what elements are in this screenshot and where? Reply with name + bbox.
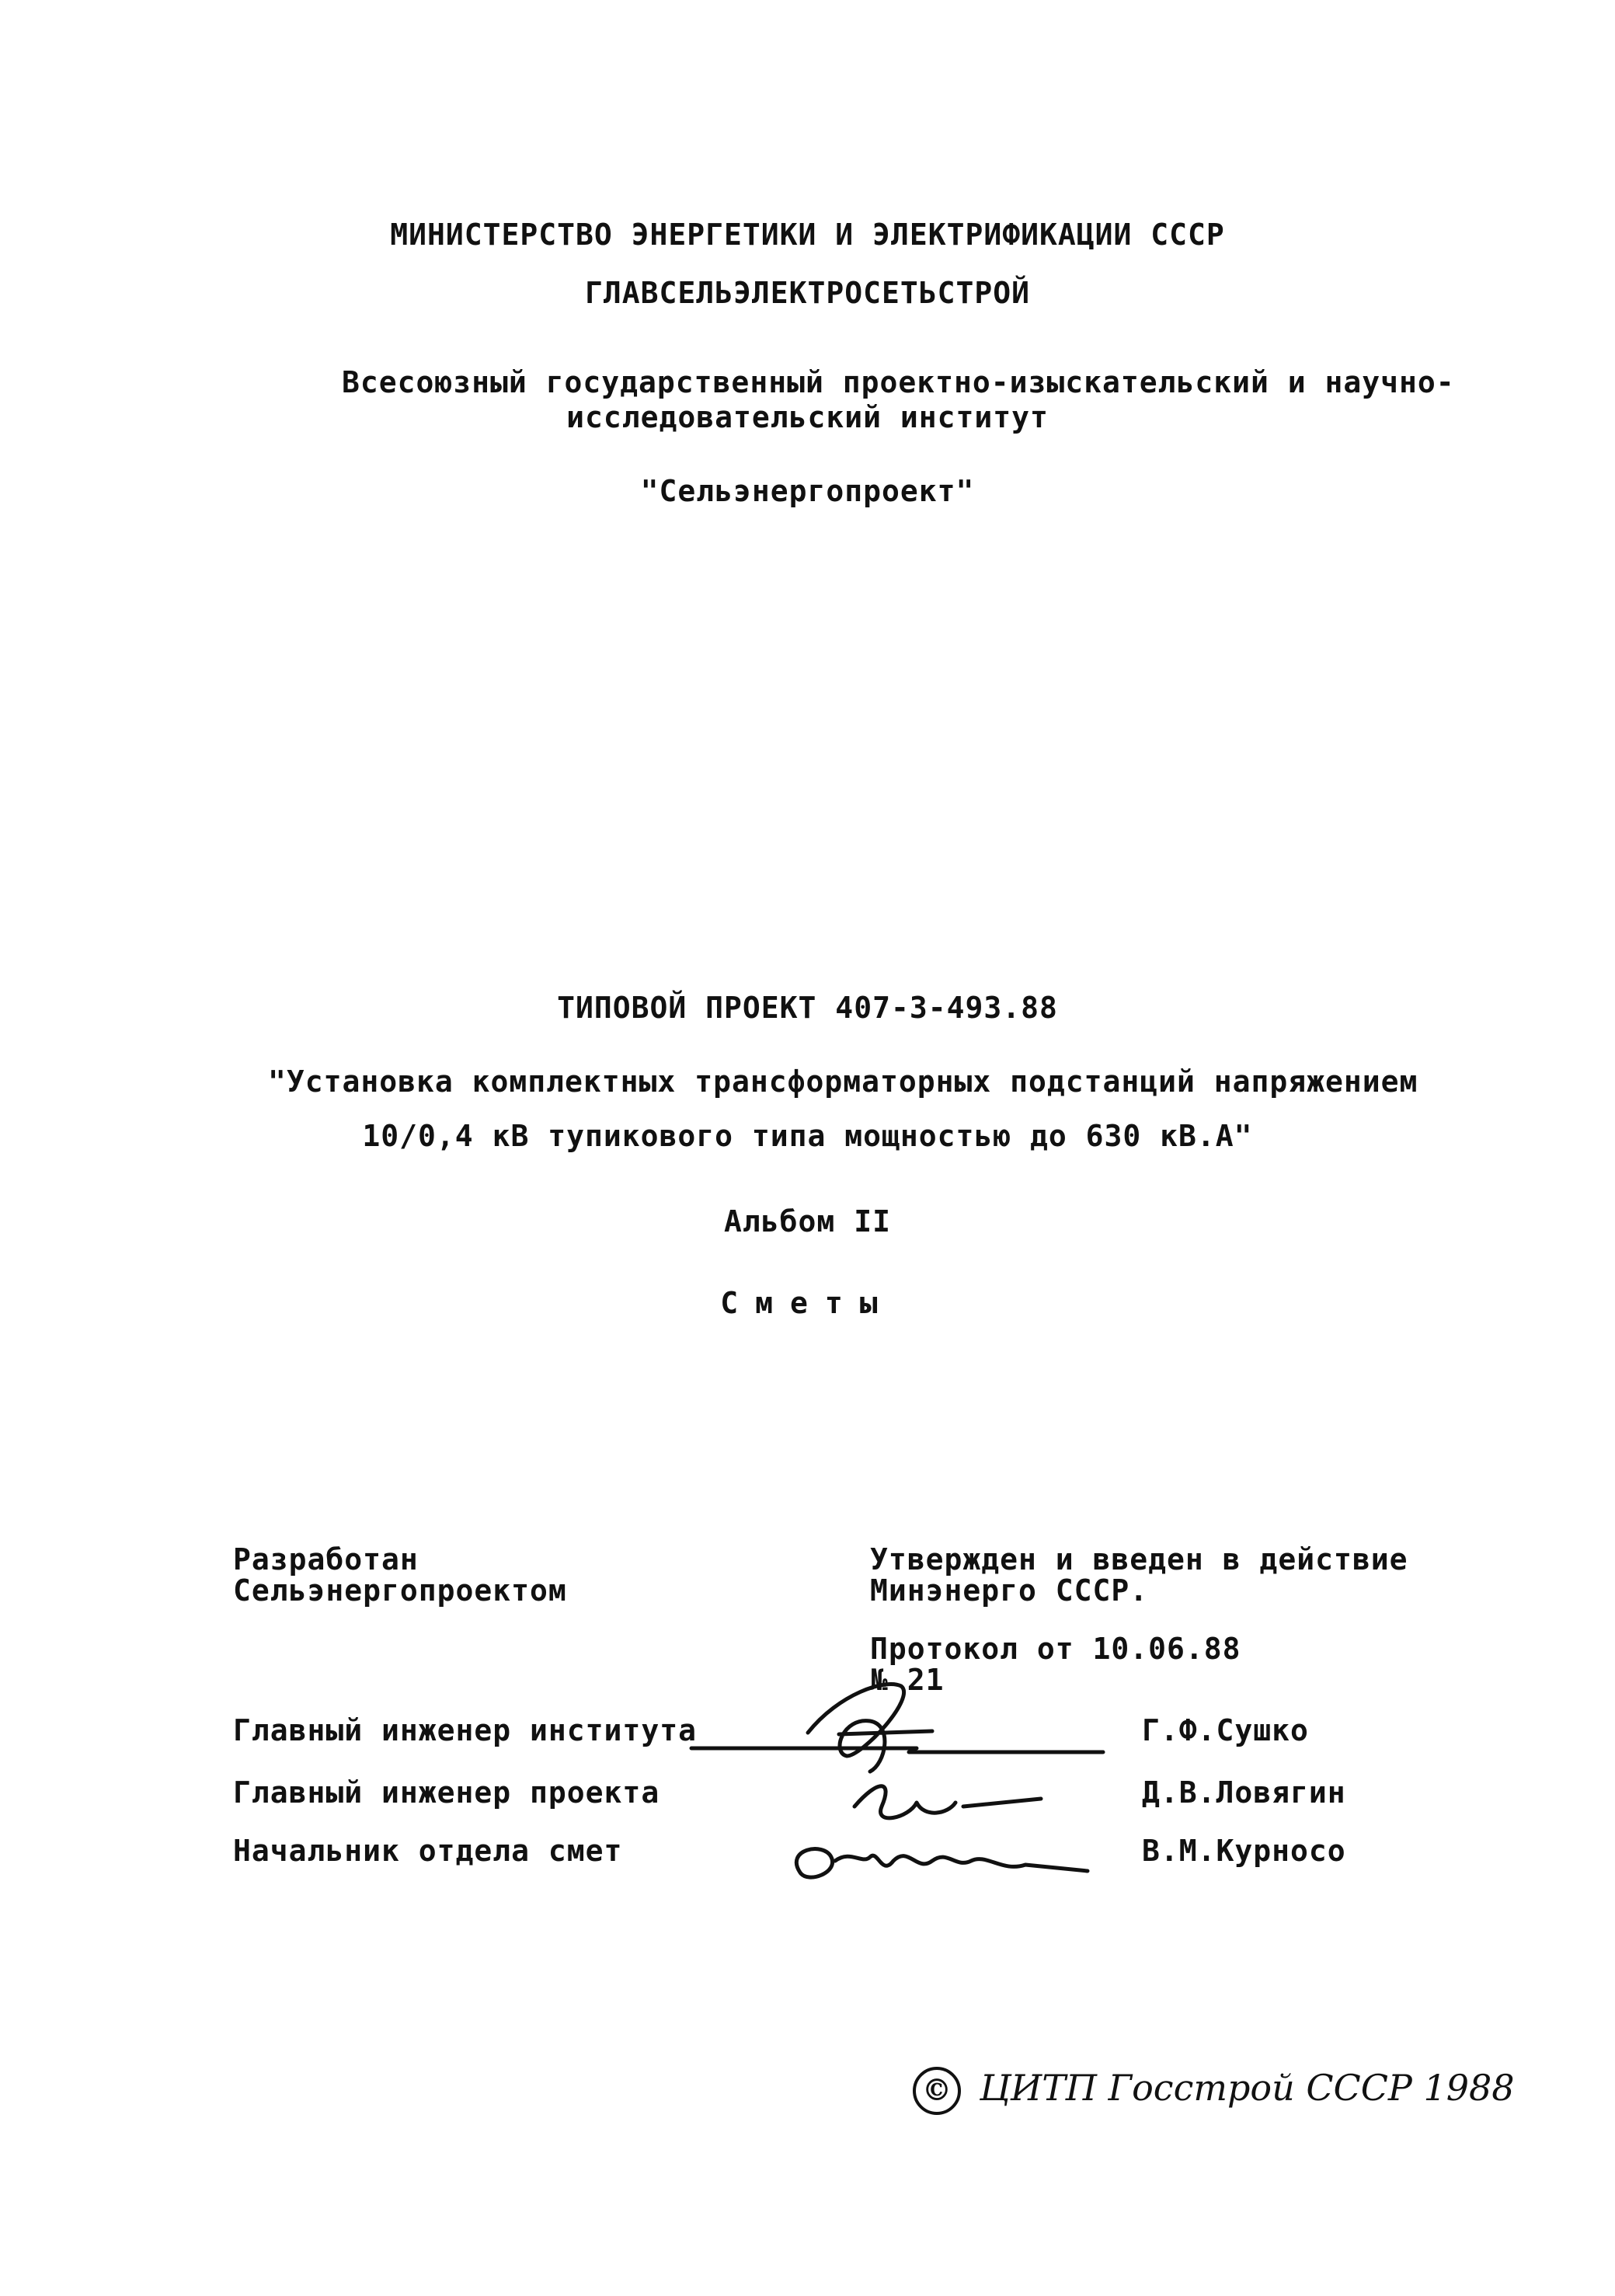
copyright-icon: ©: [913, 2067, 961, 2115]
signatory-position-2: Главный инженер проекта: [233, 1775, 660, 1810]
project-number: ТИПОВОЙ ПРОЕКТ 407-3-493.88: [557, 991, 1058, 1025]
signature-chief-engineer-institute: [691, 1685, 1103, 1772]
protocol-number: № 21: [870, 1663, 945, 1697]
signature-chief-engineer-project: [854, 1786, 1041, 1818]
signatory-name-1: Г.Ф.Сушко: [1142, 1713, 1309, 1747]
signatory-position-1: Главный инженер института: [233, 1713, 697, 1747]
developed-by-line-2: Сельэнергопроектом: [233, 1573, 567, 1608]
signatory-position-3: Начальник отдела смет: [233, 1834, 623, 1868]
copyright-stamp: [913, 2067, 1515, 2115]
signatory-name-3: В.М.Курносо: [1142, 1834, 1346, 1868]
institute-line-2: исследовательский институт: [566, 400, 1049, 434]
agency-heading: ГЛАВСЕЛЬЭЛЕКТРОСЕТЬСТРОЙ: [584, 276, 1031, 310]
approved-line-1: Утвержден и введен в действие: [870, 1542, 1408, 1577]
protocol-date: Протокол от 10.06.88: [870, 1632, 1241, 1666]
institute-line-1: Всесоюзный государственный проектно-изыскательский и научно-: [342, 365, 1455, 399]
handwritten-signatures: [684, 1663, 1119, 1896]
project-title-line-1: "Установка комплектных трансформаторных подстанций напряжением: [268, 1064, 1418, 1099]
signature-head-estimates: [796, 1849, 1088, 1877]
institute-name: "Сельэнергопроект": [640, 474, 975, 508]
developed-by-line-1: Разработан: [233, 1542, 419, 1577]
copyright-text: ЦИТП Госстрой СССР 1988: [980, 2067, 1515, 2109]
subject-label: Сметы: [720, 1286, 895, 1320]
approved-line-2: Минэнерго СССР.: [870, 1573, 1149, 1608]
ministry-heading: МИНИСТЕРСТВО ЭНЕРГЕТИКИ И ЭЛЕКТРИФИКАЦИИ СССР: [390, 218, 1225, 252]
album-label: Альбом II: [724, 1204, 891, 1239]
signatory-name-2: Д.В.Ловягин: [1142, 1775, 1346, 1810]
project-title-line-2: 10/0,4 кВ тупикового типа мощностью до 630 кВ.А": [362, 1119, 1253, 1153]
